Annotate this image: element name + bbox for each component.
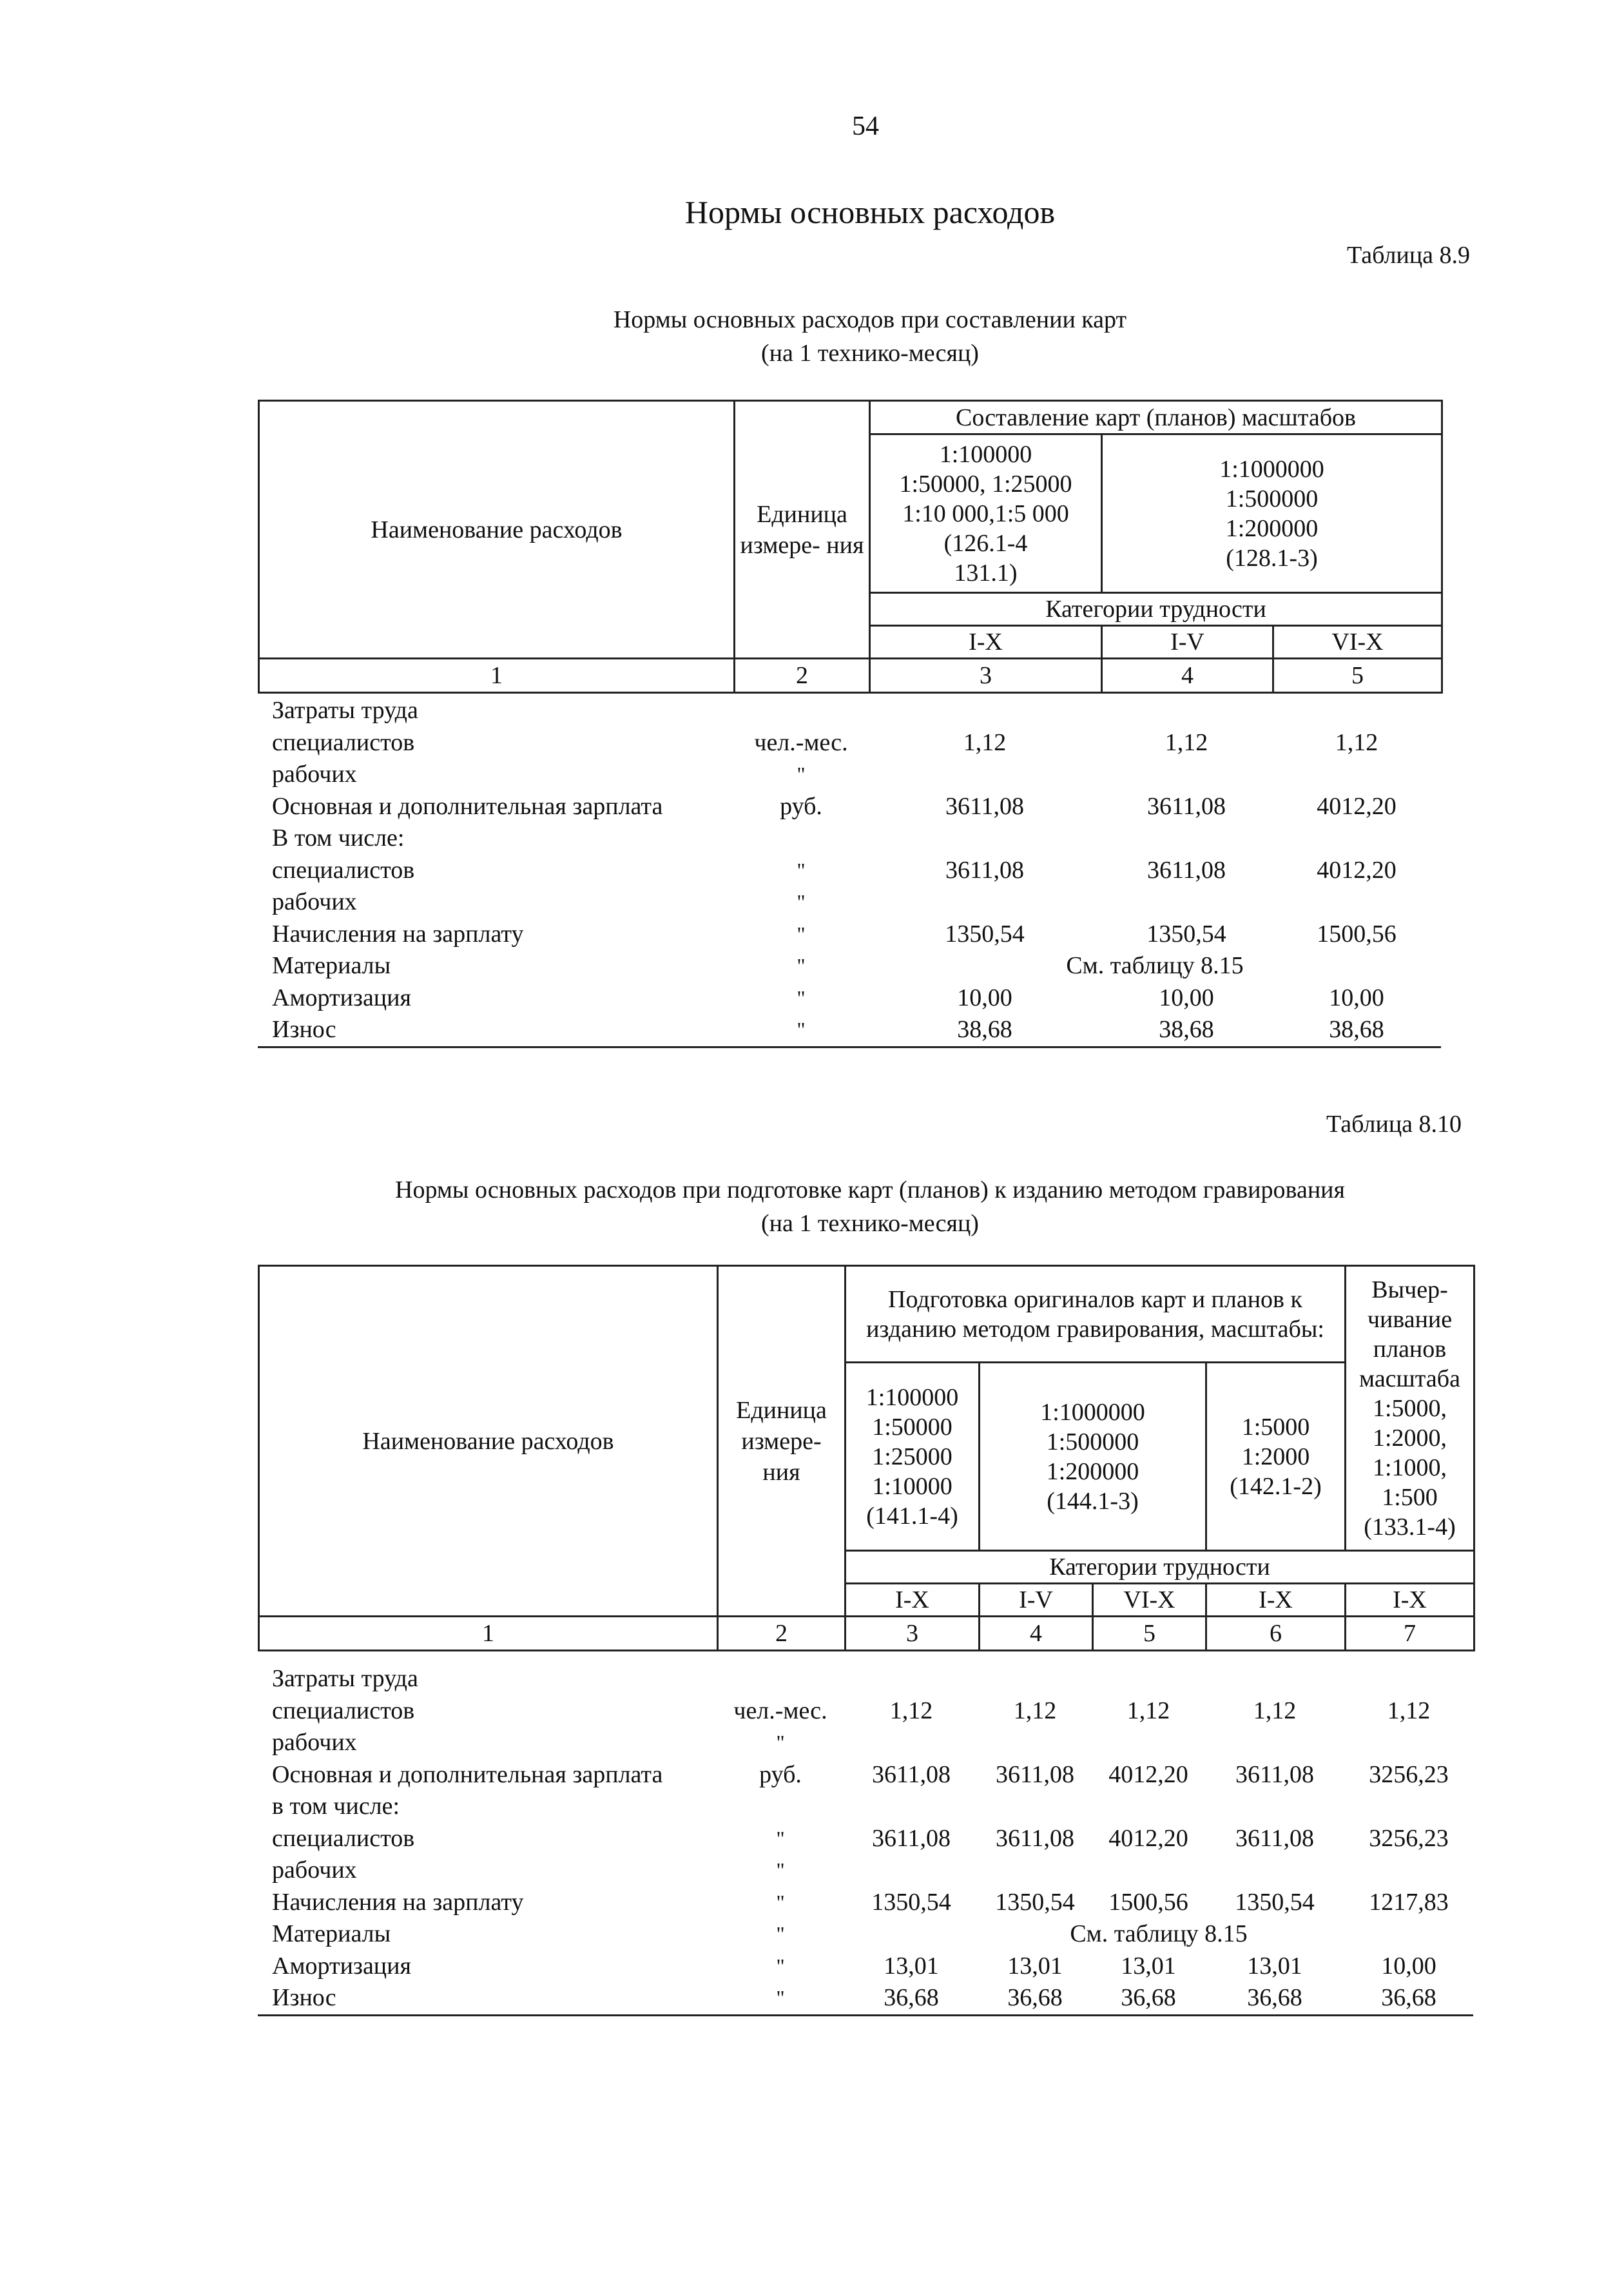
table-row: Начисления на зарплату " 1350,54 1350,54 1500,56 — [272, 920, 1397, 948]
table1-colnum: 2 — [735, 659, 870, 693]
table2-header — [258, 1265, 1475, 1651]
table1-colnum: 3 — [870, 659, 1102, 693]
table-row: рабочих " — [272, 888, 806, 915]
table-row: Материалы " См. таблицу 8.15 — [258, 1918, 1473, 1951]
table2-category-header: Категории трудности — [846, 1551, 1474, 1584]
materials-reference: См. таблицу 8.15 — [1070, 1920, 1248, 1947]
table1-category-header: Категории трудности — [870, 593, 1442, 626]
table1-colnum: 5 — [1273, 659, 1442, 693]
table-row: специалистов чел.-мес. 1,12 1,12 1,12 — [272, 728, 1378, 756]
table2-engraving-header: Вычер- чивание планов масштаба 1:5000, 1:2000, 1:1000, 1:500 (133.1-4) — [1346, 1266, 1474, 1551]
table2-label: Таблица 8.10 — [1326, 1111, 1462, 1138]
table-row: специалистов " 3611,08 3611,08 4012,20 3611,08 3256,23 — [272, 1824, 1449, 1852]
table1-cat-3: VI-X — [1273, 626, 1442, 659]
table2-cat: VI-X — [1093, 1584, 1206, 1617]
materials-reference: См. таблицу 8.15 — [1066, 952, 1244, 979]
table1-scale-b: 1:1000000 1:500000 1:200000 (128.1-3) — [1102, 434, 1442, 593]
table-row: Износ " 36,68 36,68 36,68 36,68 36,68 — [258, 1982, 1473, 2015]
page-number: 54 — [852, 112, 879, 141]
table-row: Материалы " См. таблицу 8.15 — [258, 950, 1441, 982]
table-row: Затраты труда — [272, 697, 418, 724]
table1-label: Таблица 8.9 — [1347, 242, 1471, 269]
table2-title-line1: Нормы основных расходов при подготовке карт (планов) к изданию методом гравирования — [395, 1176, 1345, 1203]
table2-colnum: 4 — [980, 1617, 1093, 1651]
table1-colnum: 4 — [1102, 659, 1273, 693]
table2-title-line2: (на 1 технико-месяц) — [761, 1210, 979, 1237]
table1-group-header: Составление карт (планов) масштабов — [870, 401, 1442, 434]
table-row: В том числе: — [272, 824, 405, 852]
table2-unit-header: Единица измере- ния — [718, 1266, 846, 1617]
table1-title-line1: Нормы основных расходов при составлении карт — [613, 306, 1127, 333]
table-row: Основная и дополнительная зарплата руб. 3611,08 3611,08 4012,20 3611,08 3256,23 — [272, 1760, 1449, 1788]
table-row: Затраты труда — [272, 1665, 418, 1692]
table2-cat: I-X — [1206, 1584, 1346, 1617]
table2-scale-b: 1:1000000 1:500000 1:200000 (144.1-3) — [980, 1363, 1206, 1551]
table2-name-header: Наименование расходов — [259, 1266, 718, 1617]
table-row: Начисления на зарплату " 1350,54 1350,54 1500,56 1350,54 1217,83 — [272, 1888, 1449, 1916]
table2-cat: I-X — [1346, 1584, 1474, 1617]
table2-scale-a: 1:100000 1:50000 1:25000 1:10000 (141.1-4) — [846, 1363, 980, 1551]
table-row: Основная и дополнительная зарплата руб. 3611,08 3611,08 4012,20 — [272, 792, 1397, 820]
table2-scale-c: 1:5000 1:2000 (142.1-2) — [1206, 1363, 1346, 1551]
table2-colnum: 1 — [259, 1617, 718, 1651]
table1-body — [258, 695, 1441, 1048]
table-row: Амортизация " 10,00 10,00 10,00 — [272, 984, 1384, 1011]
table1-cat-1: I-X — [870, 626, 1102, 659]
table-row: в том числе: — [272, 1793, 400, 1820]
table2-colnum: 3 — [846, 1617, 980, 1651]
table2-colnum: 6 — [1206, 1617, 1346, 1651]
table2-group-header: Подготовка оригиналов карт и планов к изданию методом гравирования, масштабы: — [846, 1266, 1346, 1363]
table-row: специалистов чел.-мес. 1,12 1,12 1,12 1,12 1,12 — [272, 1697, 1431, 1724]
page-title: Нормы основных расходов — [684, 194, 1056, 230]
table2-body — [258, 1663, 1473, 2016]
table-row: рабочих " — [272, 761, 806, 788]
table1-scale-a: 1:100000 1:50000, 1:25000 1:10 000,1:5 000 (126.1-4 131.1) — [870, 434, 1102, 593]
table1-unit-header: Единица измере- ния — [735, 401, 870, 659]
table2-cat: I-V — [980, 1584, 1093, 1617]
table-row: рабочих " — [272, 1729, 785, 1756]
table2-title — [0, 1173, 1624, 1240]
table1-name-header: Наименование расходов — [259, 401, 735, 659]
table1-header — [258, 400, 1443, 694]
table1-cat-2: I-V — [1102, 626, 1273, 659]
table2-colnum: 5 — [1093, 1617, 1206, 1651]
table-row: специалистов " 3611,08 3611,08 4012,20 — [272, 856, 1397, 884]
table-row: Амортизация " 13,01 13,01 13,01 13,01 10,00 — [272, 1952, 1436, 1980]
table2-cat: I-X — [846, 1584, 980, 1617]
table1-title — [0, 303, 1624, 370]
table2-colnum: 7 — [1346, 1617, 1474, 1651]
table-row: Износ " 38,68 38,68 38,68 — [258, 1014, 1441, 1047]
table1-title-line2: (на 1 технико-месяц) — [761, 340, 979, 367]
table-row: рабочих " — [272, 1856, 785, 1884]
table2-colnum: 2 — [718, 1617, 846, 1651]
table1-colnum: 1 — [259, 659, 735, 693]
